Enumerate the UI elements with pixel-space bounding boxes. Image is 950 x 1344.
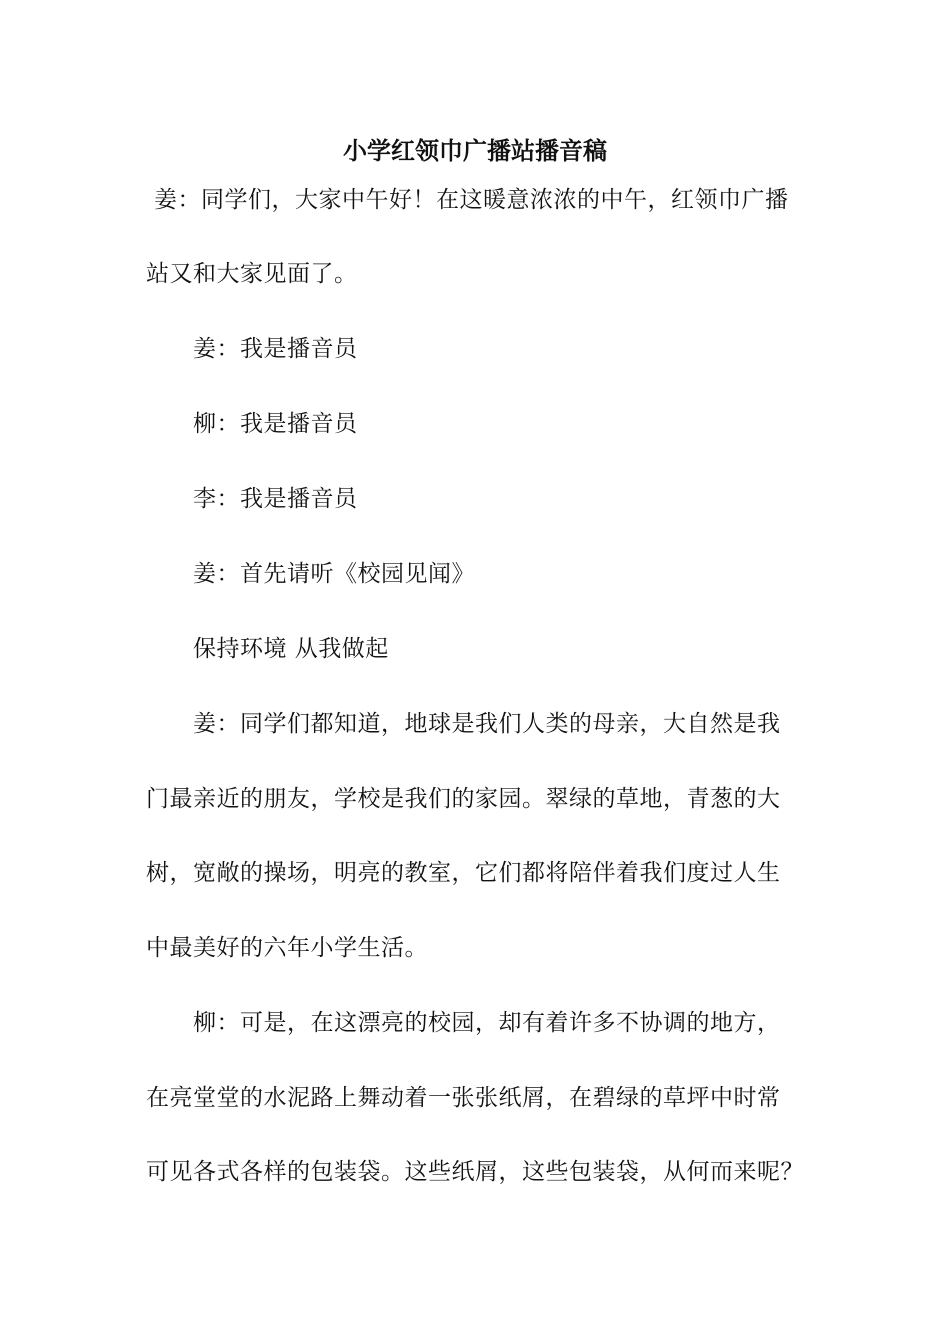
paragraph-line: 树，宽敞的操场，明亮的教室，它们都将陪伴着我们度过人生 (146, 860, 781, 886)
paragraph-line: 姜：同学们，大家中午好！在这暖意浓浓的中午，红领巾广播 (154, 187, 789, 213)
paragraph-line: 柳：可是，在这漂亮的校园，却有着许多不协调的地方， (193, 1010, 781, 1036)
speaker-line: 李：我是播音员 (193, 486, 358, 512)
paragraph-line: 门最亲近的朋友，学校是我们的家园。翠绿的草地，青葱的大 (146, 786, 781, 812)
section-heading: 保持环境 从我做起 (193, 636, 389, 662)
paragraph-line: 中最美好的六年小学生活。 (146, 935, 428, 961)
paragraph-line: 姜：同学们都知道，地球是我们人类的母亲，大自然是我 (193, 711, 781, 737)
speaker-line: 姜：首先请听《校园见闻》 (193, 561, 475, 587)
paragraph-line: 站又和大家见面了。 (146, 261, 358, 287)
speaker-line: 姜：我是播音员 (193, 336, 358, 362)
paragraph-line: 可见各式各样的包装袋。这些纸屑，这些包装袋，从何而来呢？ (146, 1159, 804, 1185)
speaker-line: 柳：我是播音员 (193, 411, 358, 437)
document-title: 小学红领巾广播站播音稿 (343, 136, 607, 165)
paragraph-line: 在亮堂堂的水泥路上舞动着一张张纸屑，在碧绿的草坪中时常 (146, 1085, 781, 1111)
